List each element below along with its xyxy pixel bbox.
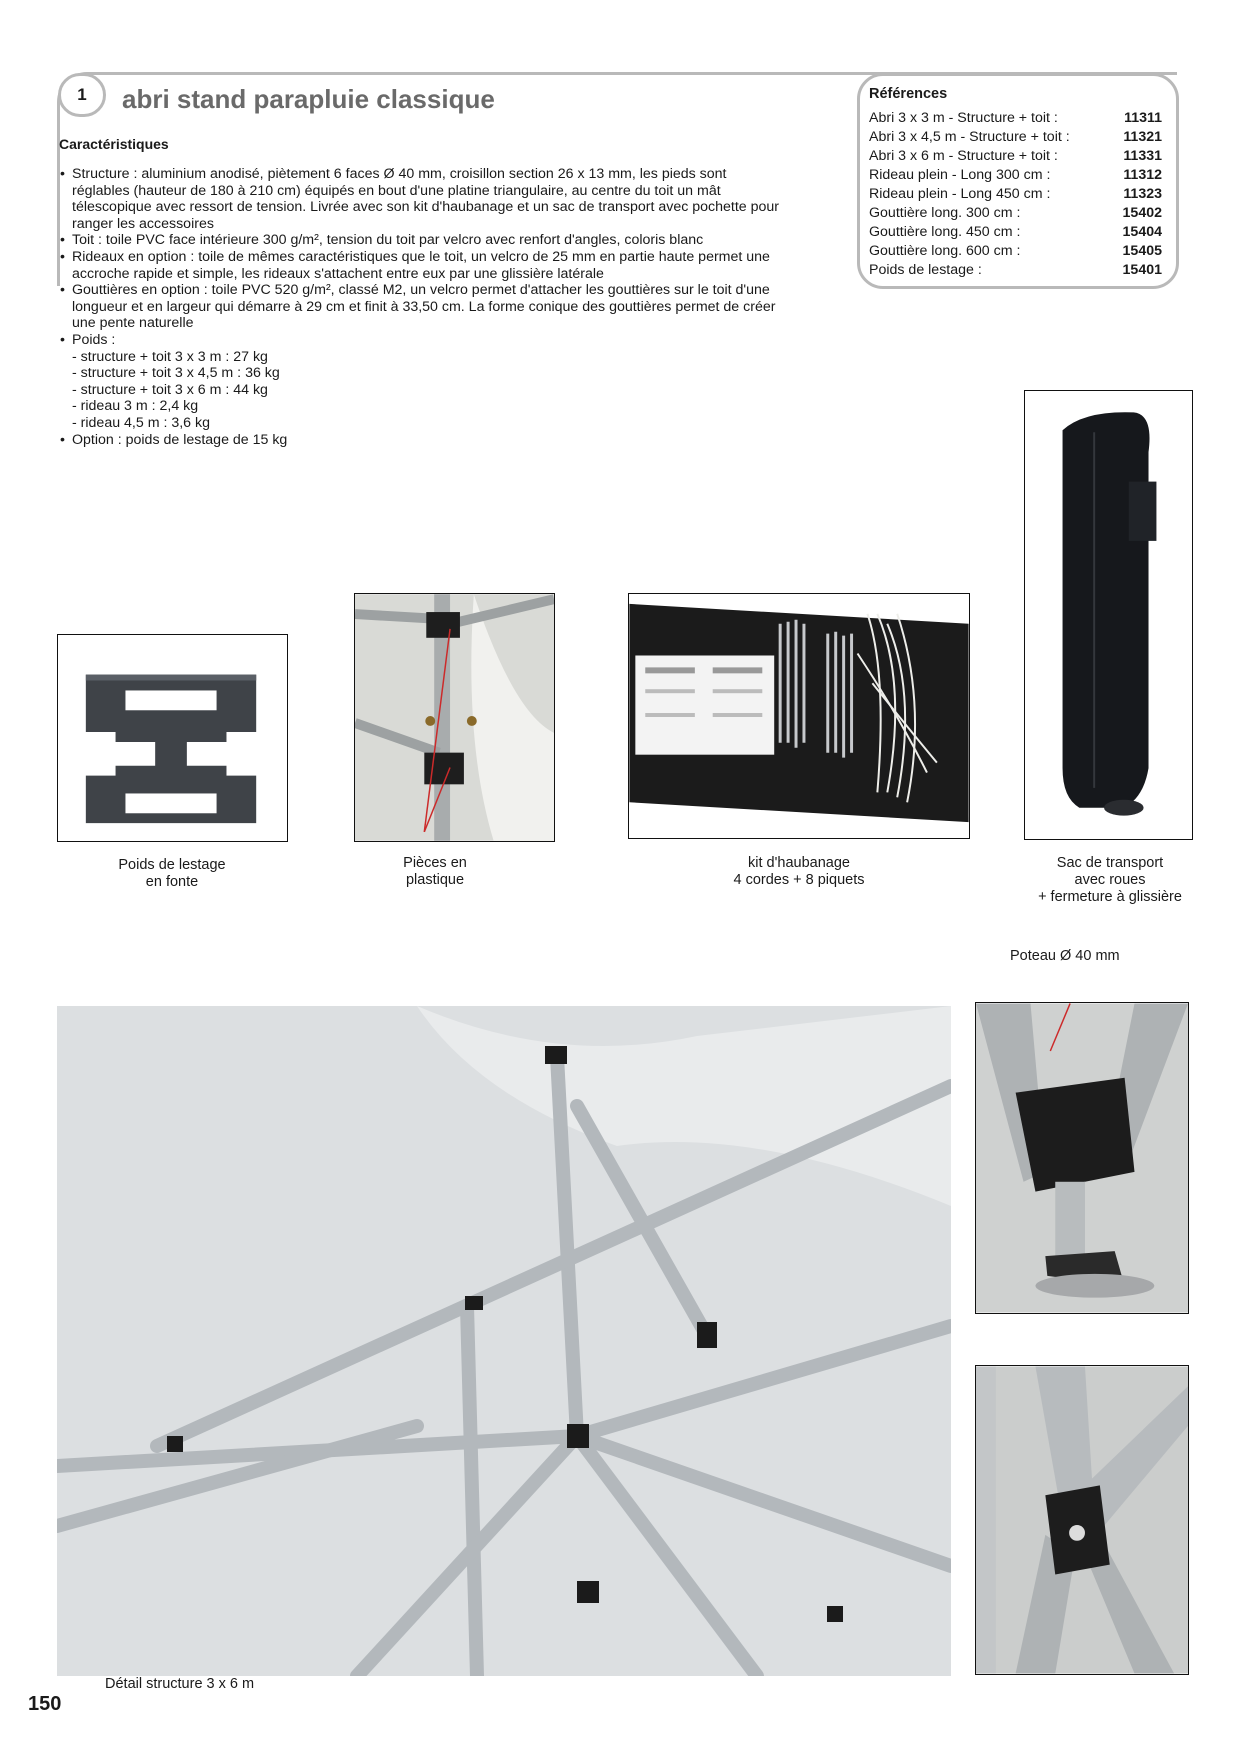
reference-code: 11321 [1123,129,1162,145]
plastic-parts-caption [375,855,495,889]
feature-roof: • Toit : toile PVC face intérieure 300 g/m², tension du toit par velcro avec renfort d'angles, coloris blanc [60,232,780,249]
reference-row [869,185,1162,204]
caption-line: avec roues [1074,872,1146,888]
reference-code: 11331 [1123,148,1162,164]
feature-option: • Option : poids de lestage de 15 kg [60,432,780,449]
weight-item: - structure + toit 3 x 3 m : 27 kg [72,348,268,365]
reference-row [869,223,1162,242]
reference-code: 15402 [1122,205,1162,221]
reference-row [869,204,1162,223]
caption-line: Pièces en [403,855,467,871]
reference-code: 15401 [1122,262,1162,278]
reference-label: Rideau plein - Long 450 cm : [869,186,1051,202]
plastic-parts-image [355,594,554,841]
reference-label: Gouttière long. 300 cm : [869,205,1021,221]
features-heading: Caractéristiques [59,136,169,152]
reference-label: Abri 3 x 4,5 m - Structure + toit : [869,129,1070,145]
reference-label: Poids de lestage : [869,262,982,278]
page-title: abri stand parapluie classique [122,84,495,114]
structure-detail-caption: Détail structure 3 x 6 m [105,1676,255,1692]
transport-bag-photo [1024,390,1193,840]
structure-detail-image [57,1006,951,1676]
guying-kit-caption [699,855,899,889]
reference-code: 15404 [1122,224,1162,240]
reference-label: Gouttière long. 450 cm : [869,224,1021,240]
reference-row [869,128,1162,147]
caption-line: Poids de lestage [118,857,226,873]
reference-row [869,166,1162,185]
reference-label: Abri 3 x 3 m - Structure + toit : [869,110,1058,126]
reference-row [869,261,1162,280]
reference-label: Abri 3 x 6 m - Structure + toit : [869,148,1058,164]
reference-row [869,242,1162,261]
feature-curtains: • Rideaux en option : toile de mêmes caractéristiques que le toit, un velcro de 25 mm en partie haute permet une accroche rapide et simple, les rideaux s'attachent entre eux par une glissière latérale [60,249,780,282]
weight-item: - structure + toit 3 x 6 m : 44 kg [72,381,268,398]
ballast-weight-caption [92,857,252,891]
feature-gutters: • Gouttières en option : toile PVC 520 g/m², classé M2, un velcro permet d'attacher les gouttières sur le toit d'une longueur et en largeur qui démarre à 29 cm et finit à 33,50 cm. La forme conique des gouttières permet de créer une pente naturelle [60,282,780,332]
caption-line: en fonte [145,874,199,890]
references-table [869,109,1162,280]
feature-structure: • Structure : aluminium anodisé, piètement 6 faces Ø 40 mm, croisillon section 26 x 13 mm, les pieds sont réglables (hauteur de 180 à 210 cm) équipés en bout d'une platine triangulaire, au centre du toit un mât télescopique avec ressort de tension. Livrée avec son kit d'haubanage et un sac de transport avec pochette pour ranger les accessoires [60,166,780,232]
references-title: Références [869,86,948,102]
pole-top-photo [975,1002,1189,1314]
pole-joint-image [976,1366,1188,1674]
transport-bag-image [1025,391,1192,839]
plastic-parts-photo [354,593,555,842]
reference-code: 11323 [1123,186,1162,202]
reference-label: Rideau plein - Long 300 cm : [869,167,1051,183]
pole-joint-photo [975,1365,1189,1675]
caption-line: Sac de transport [1056,855,1164,871]
structure-detail-photo [57,1006,951,1676]
caption-line: kit d'haubanage [748,855,850,871]
page-number: 150 [28,1693,62,1715]
reference-code: 11312 [1123,167,1162,183]
caption-line: plastique [405,872,465,888]
weight-item: - rideau 3 m : 2,4 kg [72,398,199,415]
guying-kit-photo [628,593,970,839]
pole-caption: Poteau Ø 40 mm [1010,948,1120,964]
weights-label: Poids : [72,331,116,348]
features-list [60,166,780,448]
ballast-weight-photo [57,634,288,842]
caption-line: + fermeture à glissière [1038,889,1182,905]
feature-weights [60,332,780,432]
reference-label: Gouttière long. 600 cm : [869,243,1021,259]
weight-item: - structure + toit 3 x 4,5 m : 36 kg [72,365,280,382]
ballast-weight-image [58,635,287,841]
section-number-badge: 1 [58,73,106,117]
guying-kit-image [629,594,969,838]
reference-row [869,147,1162,166]
reference-code: 15405 [1122,243,1162,259]
reference-code: 11311 [1124,110,1162,126]
pole-top-image [976,1003,1188,1313]
transport-bag-caption [1010,855,1210,906]
reference-row [869,109,1162,128]
caption-line: 4 cordes + 8 piquets [733,872,865,888]
weight-item: - rideau 4,5 m : 3,6 kg [72,414,211,431]
